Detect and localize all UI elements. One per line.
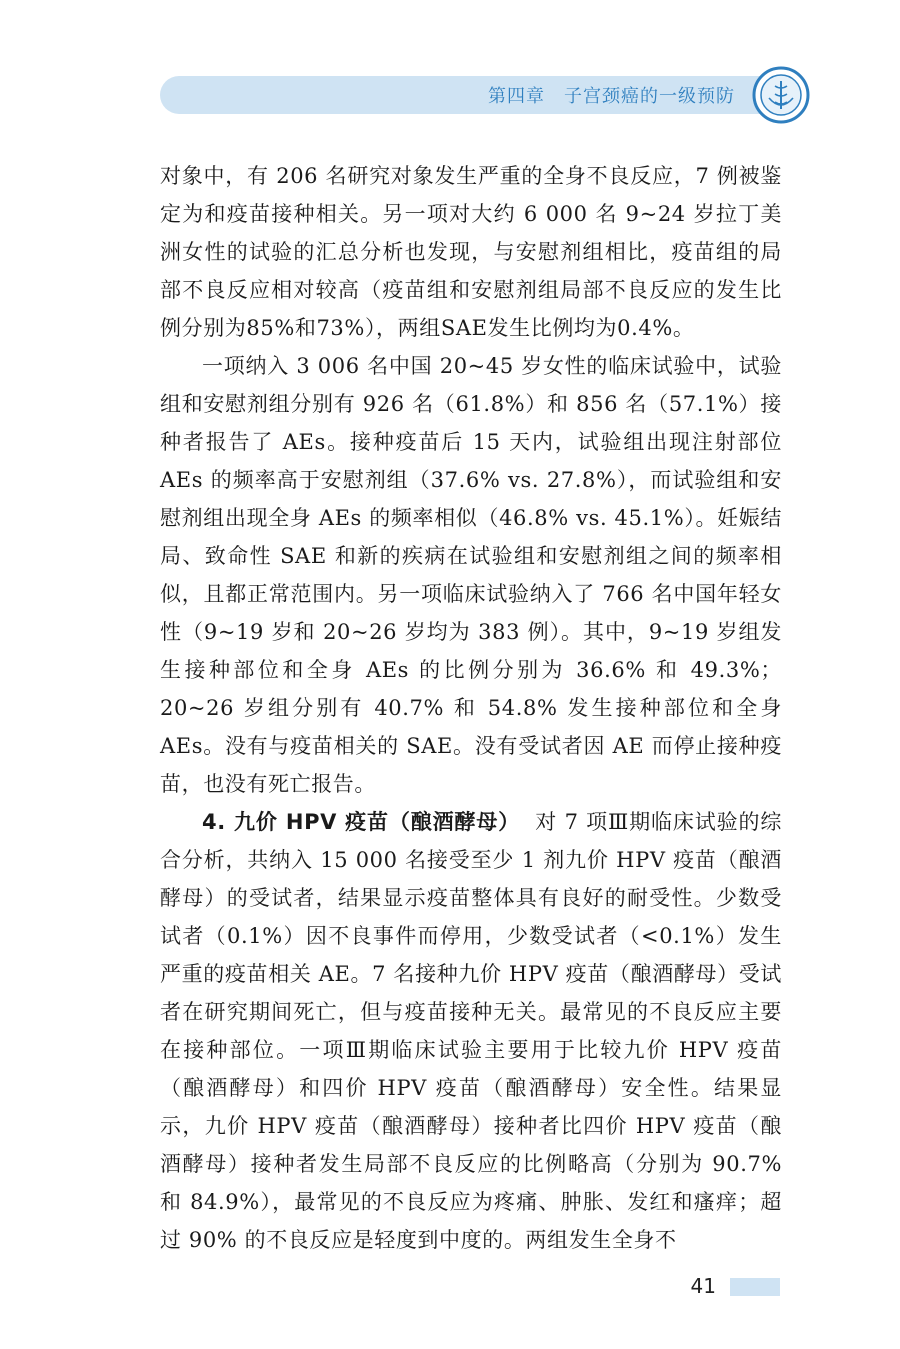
chapter-title: 第四章 子宫颈癌的一级预防	[488, 86, 735, 107]
footer-bar	[730, 1278, 780, 1296]
paragraph-3-text: 对 7 项Ⅲ期临床试验的综合分析，共纳入 15 000 名接受至少 1 剂九价 HPV 疫苗（酿酒酵母）的受试者，结果显示疫苗整体具有良好的耐受性。少数受试者（0.1%）因不良事件而停用，少数受试者（<0.1%）发生严重的疫苗相关 AE。7 名接种九价 HPV 疫苗（酿酒酵母）受试者在研究期间死亡，但与疫苗接种无关。最常见的不良反应主要在接种部位。一项Ⅲ期临床试验主要用于比较九价 HPV 疫苗（酿酒酵母）和四价 HPV 疫苗（酿酒酵母）安全性。结果显示，九价 HPV 疫苗（酿酒酵母）接种者比四价 HPV 疫苗（酿酒酵母）接种者发生局部不良反应的比例略高（分别为 90.7% 和 84.9%），最常见的不良反应为疼痛、肿胀、发红和瘙痒；超过 90% 的不良反应是轻度到中度的。两组发生全身不	[160, 810, 782, 1252]
section-heading: 4. 九价 HPV 疫苗（酿酒酵母）	[202, 810, 521, 834]
medical-emblem-icon	[752, 66, 810, 124]
page-body	[160, 157, 782, 1259]
paragraph-2: 一项纳入 3 006 名中国 20~45 岁女性的临床试验中，试验组和安慰剂组分别有 926 名（61.8%）和 856 名（57.1%）接种者报告了 AEs。接种疫苗后 15 天内，试验组出现注射部位 AEs 的频率高于安慰剂组（37.6% vs. 27.8%），而试验组和安慰剂组出现全身 AEs 的频率相似（46.8% vs. 45.1%）。妊娠结局、致命性 SAE 和新的疾病在试验组和安慰剂组之间的频率相似，且都正常范围内。另一项临床试验纳入了 766 名中国年轻女性（9~19 岁和 20~26 岁均为 383 例）。其中，9~19 岁组发生接种部位和全身 AEs 的比例分别为 36.6% 和 49.3%；20~26 岁组分别有 40.7% 和 54.8% 发生接种部位和全身 AEs。没有与疫苗相关的 SAE。没有受试者因 AE 而停止接种疫苗，也没有死亡报告。	[160, 354, 782, 796]
paragraph-3	[160, 803, 782, 1259]
page-number: 41	[690, 1274, 716, 1298]
paragraph-1: 对象中，有 206 名研究对象发生严重的全身不良反应，7 例被鉴定为和疫苗接种相关。另一项对大约 6 000 名 9~24 岁拉丁美洲女性的试验的汇总分析也发现，与安慰剂组相比，疫苗组的局部不良反应相对较高（疫苗组和安慰剂组局部不良反应的发生比例分别为85%和73%），两组SAE发生比例均为0.4%。	[160, 164, 782, 340]
